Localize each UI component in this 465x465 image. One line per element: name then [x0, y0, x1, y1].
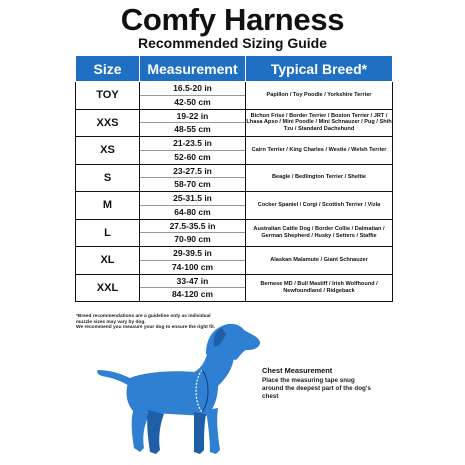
table-header-row — [76, 56, 393, 82]
column-header-breed: Typical Breed* — [246, 56, 393, 82]
size-label: L — [76, 219, 140, 247]
measurement-cm: 52-60 cm — [174, 151, 211, 162]
breed-list: Bernese MD / Bull Mastiff / Irish Wolfhound / Newfoundland / Ridgeback — [246, 274, 393, 302]
measurement-cell — [140, 82, 246, 110]
measurement-inches: 29-39.5 in — [140, 247, 245, 261]
breed-list: Papillon / Toy Poodle / Yorkshire Terrier — [246, 82, 393, 110]
chest-measurement-text: Place the measuring tape snug around the deepest part of the dog's chest — [262, 377, 371, 400]
chest-measurement-title: Chest Measurement — [262, 366, 333, 375]
measurement-cm: 70-90 cm — [174, 234, 211, 245]
size-label: XXS — [76, 109, 140, 137]
measurement-cell — [140, 137, 246, 165]
size-label: XXL — [76, 274, 140, 302]
measurement-inches: 19-22 in — [140, 110, 245, 124]
measurement-cell — [140, 109, 246, 137]
measurement-inches: 25-31.5 in — [140, 192, 245, 206]
measurement-cell — [140, 192, 246, 220]
size-label: XL — [76, 247, 140, 275]
measurement-cm: 84-120 cm — [171, 289, 214, 300]
size-label: TOY — [76, 82, 140, 110]
footnote-line-1: *Breed recommendations are a guideline only as individual muzzle sizes may vary by dog. — [76, 314, 211, 325]
measurement-cm: 58-70 cm — [174, 179, 211, 190]
footnote-line-2: We recommend you measure your dog to ensure the right fit. — [76, 325, 216, 331]
measurement-cell — [140, 219, 246, 247]
measurement-inches: 16.5-20 in — [140, 82, 245, 96]
table-row — [76, 137, 393, 165]
measurement-inches: 27.5-35.5 in — [140, 220, 245, 234]
table-row — [76, 274, 393, 302]
size-label: XS — [76, 137, 140, 165]
size-label: S — [76, 164, 140, 192]
table-row — [76, 192, 393, 220]
dog-silhouette-icon — [94, 320, 274, 460]
size-label: M — [76, 192, 140, 220]
breed-list: Beagle / Bedlington Terrier / Sheltie — [246, 164, 393, 192]
column-header-measurement: Measurement — [140, 56, 246, 82]
page-subtitle: Recommended Sizing Guide — [137, 35, 328, 51]
measurement-cm: 64-80 cm — [174, 206, 211, 217]
table-row — [76, 164, 393, 192]
measurement-cm: 74-100 cm — [171, 261, 214, 272]
measurement-inches: 21-23.5 in — [140, 137, 245, 151]
measurement-cell — [140, 164, 246, 192]
table-row — [76, 82, 393, 110]
breed-list: Alaskan Malamute / Giant Schnauzer — [246, 247, 393, 275]
table-row — [76, 219, 393, 247]
page-title: Comfy Harness — [120, 2, 345, 37]
measurement-cm: 48-55 cm — [174, 124, 211, 135]
table-row — [76, 109, 393, 137]
breed-list: Cairn Terrier / King Charles / Westie / Welsh Terrier — [246, 137, 393, 165]
measurement-inches: 23-27.5 in — [140, 165, 245, 179]
sizing-table — [75, 55, 393, 302]
measurement-cell — [140, 274, 246, 302]
breed-list: Bichon Frise / Border Terrier / Boston Terrier / JRT / Lhasa Apso / Mini Poodle / Mini Schnauzer / Pug / Shih Tzu / Standard Dachshund — [246, 109, 393, 137]
table-row — [76, 247, 393, 275]
breed-list: Australian Cattle Dog / Border Collie / Dalmatian / German Shepherd / Husky / Setters / Staffie — [246, 219, 393, 247]
measurement-cell — [140, 247, 246, 275]
breed-list: Cocker Spaniel / Corgi / Scottish Terrier / Vizla — [246, 192, 393, 220]
measurement-cm: 42-50 cm — [174, 96, 211, 107]
column-header-size: Size — [76, 56, 140, 82]
measurement-inches: 33-47 in — [140, 275, 245, 289]
